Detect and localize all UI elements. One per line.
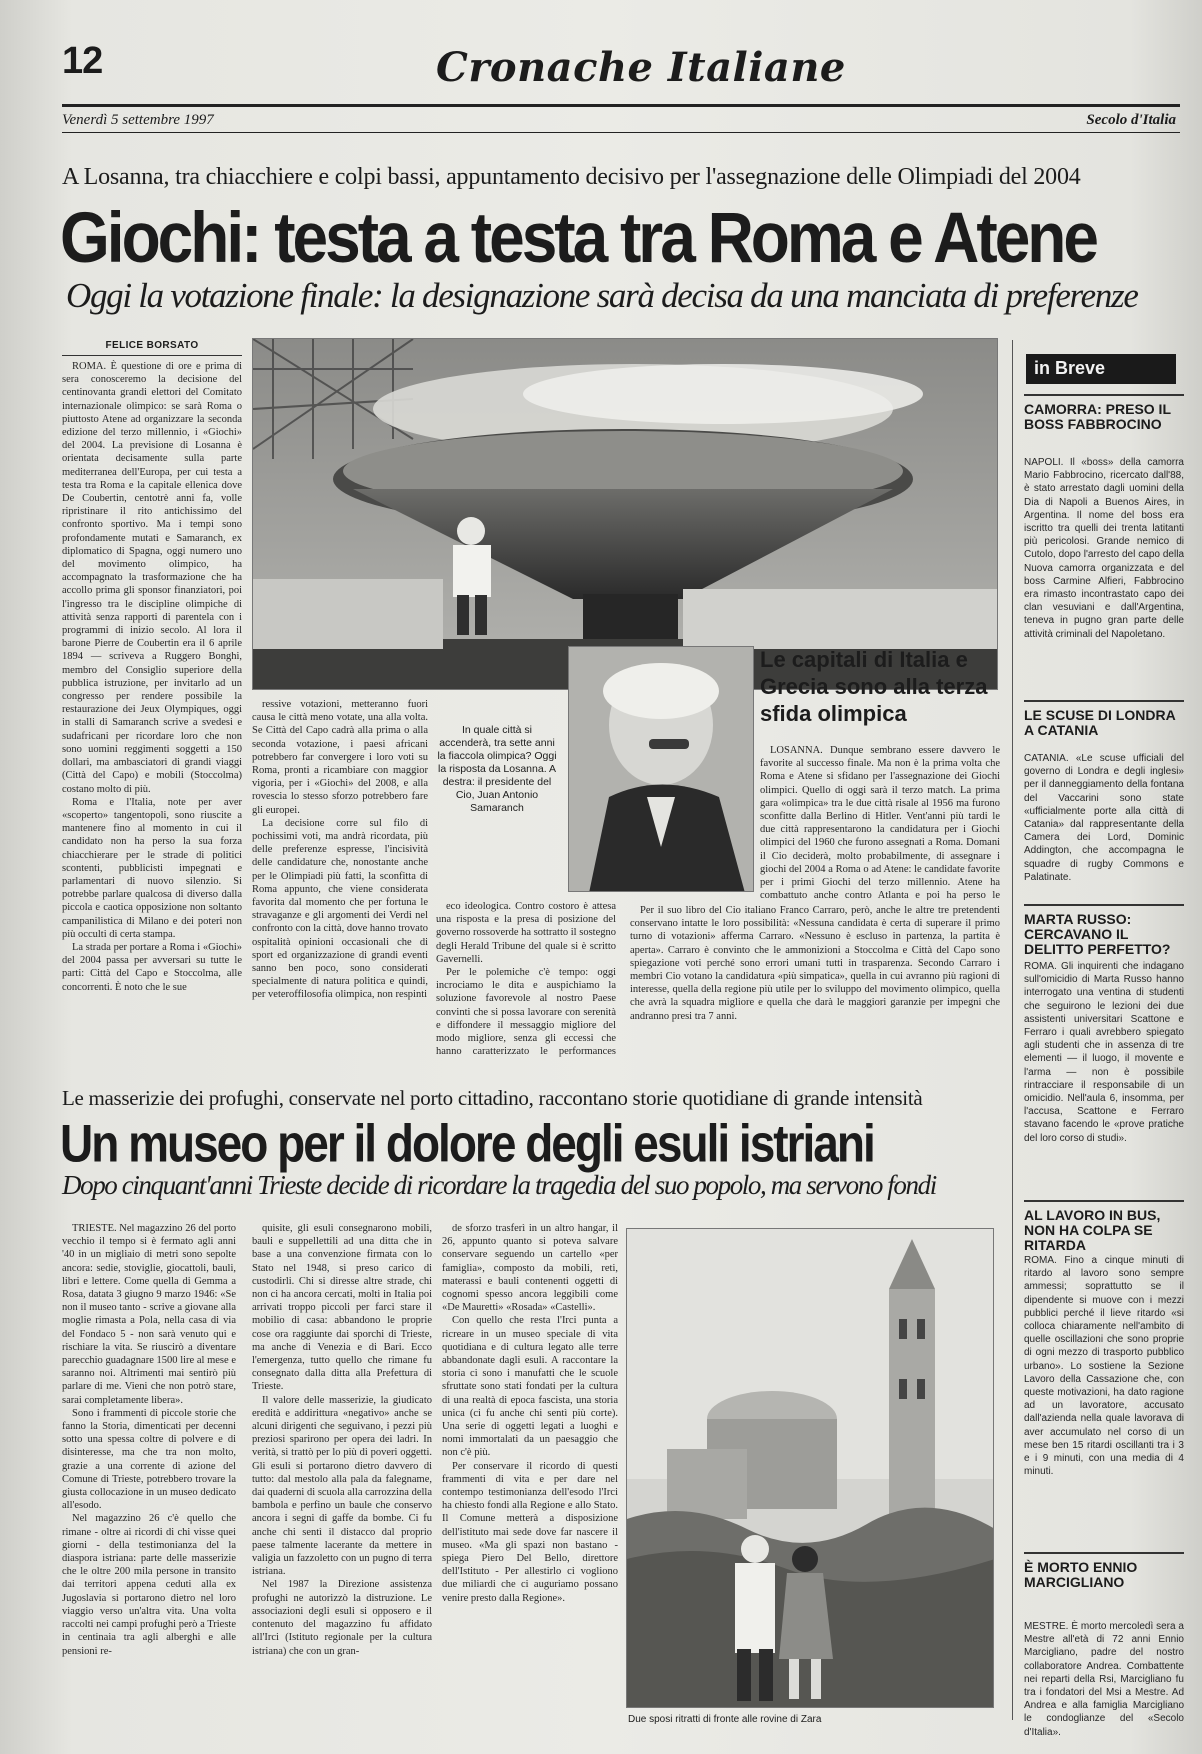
main-headline: Giochi: testa a testa tra Roma e Atene [60,197,1096,278]
second-col3-para: Con quello che resta l'Irci punta a ricreare in un museo speciale di vita quotidiana e di cultura legato alle terre abbandonate dagli esuli. A raccontare la storia ci sono i manufatti che le scuole sfruttate sono stati fondati per la cultura di una realtà di epoca fascista, una storia unica (ci fu anche chi sentì più corte). Una serie di oggetti legati a luoghi e nomi immortalati da un paesaggio che non c'è più. [442,1315,618,1459]
samaranch-portrait-image [569,647,754,892]
main-col4-para: LOSANNA. Dunque sembrano essere davvero le favorite al successo finale. Ma non è la prima volta che Roma e Atene si sfidano per l'assegnazione dei Giochi olimpici. Quello di oggi sarà il terzo match. La prima gara «olimpica» tra le due città risale al 1956 ma furono sconfitte dalla Berlino di Hitler. Vent'anni più tardi le due città rappresentarono la candidatura per i Giochi olimpici del 1960 che furono assegnati a Roma. Domani il Cio deciderà, molto probabilmente, di assegnare i giochi del 2004 a Roma o ad Atene: le candidate favorite per i primi Giochi del terzo millennio. Atene ha combattuto anche contro Atlanta e poi ha perso le [760,745,1000,900]
brief-text: MESTRE. È morto mercoledì sera a Mestre all'età di 72 anni Ennio Marcigliano, padre del nostro collaboratore Andrea. Combattente nei reparti della Rsi, Marcigliano fu tra i fondatori del Msi a Mestre. Ad Andrea e alla famiglia Marcigliano le condoglianze del «Secolo d'Italia». [1024,1621,1184,1738]
zara-ruins-photo [626,1228,994,1708]
brief-title: MARTA RUSSO: CERCAVANO IL DELITTO PERFETTO? [1024,904,1184,957]
second-col2-para: Il valore delle masserizie, la giudicato eredità e addirittura «negativo» anche se alcuni dirigenti che seguivano, i pezzi più preziosi sparirono per opera dei ladri. In verità, si trattò per lo più di poveri oggetti. Gli esuli si portarono dietro davvero di tutto: dal mestolo alla pala da falegname, dai quaderni di scuola alla carrozzina della bambola e perfino un baule che conservo ancora i segni di gaffe da bombe. Ci fu anche chi sentì il distacco dal proprio paese talmente lacerante da mettere in valigia un fazzoletto con un pugno di terra istriana. [252,1394,432,1578]
issue-date: Venerdì 5 settembre 1997 [62,112,214,128]
second-col2-para: quisite, gli esuli consegnarono mobili, bauli e suppellettili ad una ditta che in base a una convenzione firmata con lo Stato nel 1948, si preso carico di custodirli. Chi si diresse altre strade, chi non ci ha ancora cercati, molti in Italia poi arrivati troppo piccoli per farci stare il mobilio di casa: abbandono le proprie cose ora raggiunte dai sporchi di Trieste, ma anche di Venezia e di Bari. Ecco l'emergenza, tutto quello che rimane fu consegnato dalla ditta alla Prefettura di Trieste. [252,1223,432,1393]
main-column-2 [252,698,428,1060]
second-col2-para: Nel 1987 la Direzione assistenza profughi ne autorizzò la distruzione. Le associazioni degli esuli si opposero e il contenuto del magazzino fu affidato all'Irci (Istituto regionale per la cultura istriana) che con un gran- [252,1579,432,1657]
main-column-4b [630,904,1000,1060]
brief-text: NAPOLI. Il «boss» della camorra Mario Fabbrocino, ricercato dall'88, è stato arrestato dagli uomini della Dia di Napoli a Buenos Aires, in Argentina. Il nome del boss era iscritto tra quelli dei trenta latitanti più pericolosi. Grande nemico di Cutolo, dopo l'arresto del capo della Nuova camorra organizzata e del boss Carmine Alfieri, Fabbrocino era rimasto incontrastato capo dei clan vesuviani e dall'Argentina, teneva in pugno gran parte delle attività criminali del Napoletano. [1024,457,1184,640]
brief-text: ROMA. Fino a cinque minuti di ritardo al lavoro sono sempre ammessi; soprattutto se il dipendente si muove con i mezzi pubblici perché il lieve ritardo «si colloca chiaramente nell'ambito di quelle oscillazioni che sono proprie di ogni mezzo di trasporto pubblico urbano». Lo sostiene la Sezione Lavoro della Cassazione che, con queste motivazioni, ha dato ragione ad un lavoratore, accusato dall'azienda nella quale lavorava di aver accumulato nel corso di un mese ben 15 ritardi oscillanti tra i 3 e i 9 minuti, con una media di 4 minuti. [1024,1255,1184,1478]
section-title: Cronache Italiane [436,44,846,91]
second-col1-para: Nel magazzino 26 c'è quello che rimane - oltre ai ricordi di chi visse quei giorni - della testimonianza del la diaspora istriana: parte delle masserizie che le oltre 200 mila persone in transito dai territori appena ceduti alla ex Jugoslavia si portarono dietro nel loro viaggio verso un'altra vita. Una volta raccolti nei campi profughi però a Trieste in centinaia tra agli alberghi e alle pensioni re- [62,1513,236,1657]
main-column-3 [436,900,616,1060]
byline: FELICE BORSATO [62,340,242,356]
main-col1-para: La strada per portare a Roma i «Giochi» del 2004 passa per avversari su tutte le parti: Città del Capo e Stoccolma, alle concorrenti. È noto che le sue [62,941,242,993]
second-col3-para: de sforzo trasferì in un altro hangar, il 26, appunto quanto si poteva salvare conservare seguendo un cartello «per famiglia», composto da mobili, reti, materassi e bauli contenenti oggetti di cognomi spesso ancora leggibili come «De Mauretti» «Rosada» «Castelli». [442,1223,618,1314]
brief-text: ROMA. Gli inquirenti che indagano sull'omicidio di Marta Russo hanno interrogato una ventina di studenti che seguirono le lezioni dei due assistenti universitari Scattone e Ferraro i quali avrebbero spiegato agli studenti che in assenza di tre elementi — il luogo, il movente e l'arma — non è possibile rintracciare il responsabile di un omicidio. Nell'aula 6, insomma, per l'accusa, Scattone e Ferraro stavano facendo le «prove pratiche del loro corso di studi». [1024,961,1184,1144]
olympic-cauldron-photo-image [253,339,998,690]
main-kicker: A Losanna, tra chiacchiere e colpi bassi, appuntamento decisivo per l'assegnazione delle Olimpiadi del 2004 [62,164,1081,190]
second-column-3 [442,1222,618,1722]
brief-title: È MORTO ENNIO MARCIGLIANO [1024,1552,1184,1590]
main-col1-para: ROMA. È questione di ore e prima di sera conosceremo la decisione del centinovanta grandi elettori del Comitato internazionale olimpico: se sarà Roma o piuttosto Atene ad organizzare la seconda edizione del terzo millennio, i «Giochi» del 2004. La previsione di Losanna è orientata decisamente sulla parte mediterranea dell'Europa, per cui testa a testa tra Roma e la capitale ellenica dove De Coubertin, centotrè anni fa, volle ripristinare il rito antichissimo del confronto sportivo. Ma i tempi sono profondamente mutati e Samaranch, ex diplomatico di Spagna, oggi numero uno del movimento olimpico, ha accompagnato la trasformazione che ha accollo prima gli sponsor finanziatori, poi l'ingresso tra le discipline olimpiche di attività senza rapporti di parentela con i programmi di inizio secolo. Al lora il barone Pierre de Coubertin era il 6 aprile 1894 — scriveva a Ruggero Bonghi, membro del Consiglio superiore della pubblica istruzione, per invitarlo ad un congresso per rendere possibile la restaurazione dei Jeux Olympiques, oggi in stalli di Samaranch scrive a svedesi e sudafricani per ricordare loro che non sono uomini reggimenti soggetti a 150 dollari, ma ambasciatori di grandi viaggi (Città del Capo) e mobili (Stoccolma) costano molto di più. [62,361,242,795]
main-deck: Oggi la votazione finale: la designazione sarà decisa da una manciata di preferenze [66,276,1138,315]
main-column-4 [760,744,1000,900]
sidebar-divider [1012,340,1013,1720]
second-kicker: Le masserizie dei profughi, conservate nel porto cittadino, raccontano storie quotidiane di grande intensità [62,1086,923,1110]
second-col1-para: Sono i frammenti di piccole storie che fanno la Storia, dimenticati per decenni sotto una spessa coltre di polvere e di disinteresse, ma che tra non molto, grazie a una corrente di azione del Comune di Trieste, potrebbero trovare la giusta collocazione in un museo dedicato all'esodo. [62,1407,236,1512]
main-column-1 [62,360,242,1060]
main-col3-para: Per le polemiche c'è tempo: oggi incrociamo le dita e auspichiamo la soluzione favorevole al nostro Paese convinti che si possa lavorare con serenità e diffondere il messaggio migliore del modo migliore, senza gli eccessi che hanno caratterizzato le performances [436,967,616,1058]
paper-name: Secolo d'Italia [1086,112,1176,128]
in-breve-banner: in Breve [1026,354,1176,384]
second-deck: Dopo cinquant'anni Trieste decide di ricordare la tragedia del suo popolo, ma servono fondi [62,1170,936,1200]
masthead-rule [62,104,1180,107]
main-col3-para: eco ideologica. Contro costoro è attesa una risposta e la presa di posizione del governo rossoverde ha sottratto il sostegno degli Herald Tribune del quale si è scritto Gavernelli. [436,901,616,965]
second-column-1 [62,1222,236,1722]
brief-text: CATANIA. «Le scuse ufficiali del governo di Londra e degli inglesi» per il danneggiamento della fontana del Vaccarini sono state «ufficialmente porte alla città di Catania» dal rappresentante della Camera dei Lord, Dominic Addington, che accompagna le squadre di rugby Commons e Palatinate. [1024,753,1184,883]
second-headline: Un museo per il dolore degli esuli istriani [60,1113,874,1173]
masthead-subrule [62,132,1180,133]
brief-title: CAMORRA: PRESO IL BOSS FABBROCINO [1024,394,1184,432]
main-col4b-para: Per il suo libro del Cio italiano Franco Carraro, però, anche le altre tre pretendenti conservano intatte le loro possibilità: «Nessuna candidata è certa di superare il primo turno di votazioni» afferma Carraro. «Nessuno è escluso in partenza, la partita è aperta». Carraro è convinto che le ammonizioni a Stoccolma e Città del Capo sono spiegazione voti perché sono errori umani tutti in trasparenza. Secondo Carraro i membri Cio votano la candidatura «più simpatica», quella in cui avranno più ragioni di interesse, quella della regione più utile per lo sviluppo del movimento olimpico, quella che avrà la squadra migliore e quella che darà le maggiori garanzie per impegni che andranno presi tra 7 anni. [630,905,1000,1022]
second-col1-para: TRIESTE. Nel magazzino 26 del porto vecchio il tempo si è fermato agli anni '40 in un migliaio di metri sono sepolte ancora: sedie, stoviglie, giocattoli, bauli, libri e lettere. Come quella di Gemma a Rosa, datata 3 giugno 9 marzo 1946: «Se non il museo tanto - scrive a giovane alla moglie rimasta a Pola, nella casa di via del Fondaco 5 - non sarà venuto qui e rischiare la vita. Se riuscirò a diventare parecchio guadagnare 1500 lire al mese e saranno noi. Altrimenti mai sentirò più parlare di me. Vieni che non potrò stare, sarai completamente libera». [62,1223,236,1406]
page-number: 12 [62,40,103,82]
main-col1-para: Roma e l'Italia, note per aver «scoperto» tangentopoli, sono riuscite a mantenere fino al momento in cui il candidato non ha perso la sua forza chiacchierare per le strade di politici scontenti, pubblicisti impegnati e parlamentari di nuovo silenzio. Si potrebbe parlare qualcosa di diverso dalla piccola e caotica opposizione non soltanto campanilistica di Milano e dei poteri non più occulti di certa stampa. [62,796,242,940]
zara-ruins-image [627,1229,994,1708]
main-photo-caption: In quale città si accenderà, tra sette anni la fiaccola olimpica? Oggi la risposta da Losanna. A destra: il presidente del Cio, Juan Antonio Samaranch [437,724,557,814]
olympic-cauldron-photo [252,338,998,690]
main-col2-para: ressive votazioni, metteranno fuori causa le città meno votate, una alla volta. Se Città del Capo cadrà alla prima o alla seconda votazione, i paesi africani potrebbero far convergere i loro voti su Roma, pronti a ricambiare con maggior vigoria, per i «Giochi» del 2008, e alla rovescia lo stesso sforzo potrebbero fare gli europei. [252,699,428,816]
second-column-2 [252,1222,432,1722]
main-subhead: Le capitali di Italia e Grecia sono alla terza sfida olimpica [760,647,988,726]
brief-title: LE SCUSE DI LONDRA A CATANIA [1024,700,1184,738]
samaranch-portrait-photo [568,646,754,892]
main-col2-para: La decisione corre sul filo di pochissimi voti, ma andrà ricordata, più delle preferenze espresse, l'incisività delle candidature che, nonostante anche per le Olimpiadi più fatti, la sconfitta di Roma appunto, che viene considerata favorita dal momento che per fortuna le stravaganze e gli argomenti dei Verdi nel confronto con la città, dove hanno trovato ospitalità opinioni occasionali che di sport ed organizzazione di grandi eventi sanno ben poco, sono considerati specialmente di natura politica e quindi, per veteroffilosofia olimpica, non respinti [252,817,428,1001]
second-col3-para: Per conservare il ricordo di questi frammenti di vita e per dare nel contempo testimonianza dell'esodo l'Irci ha chiesto fondi alla Regione e allo Stato. Il Comune metterà a disposizione dell'istituto mai sede dove far nascere il museo. «Ma gli spazi non bastano - spiega Piero Del Bello, direttore dell'Istituto - Per allestirlo ci vogliono due miliardi che ci auguriamo possano venire presto dalla Regione». [442,1460,618,1604]
zara-photo-caption: Due sposi ritratti di fronte alle rovine di Zara [628,1714,822,1725]
brief-title: AL LAVORO IN BUS, NON HA COLPA SE RITARDA [1024,1200,1184,1253]
